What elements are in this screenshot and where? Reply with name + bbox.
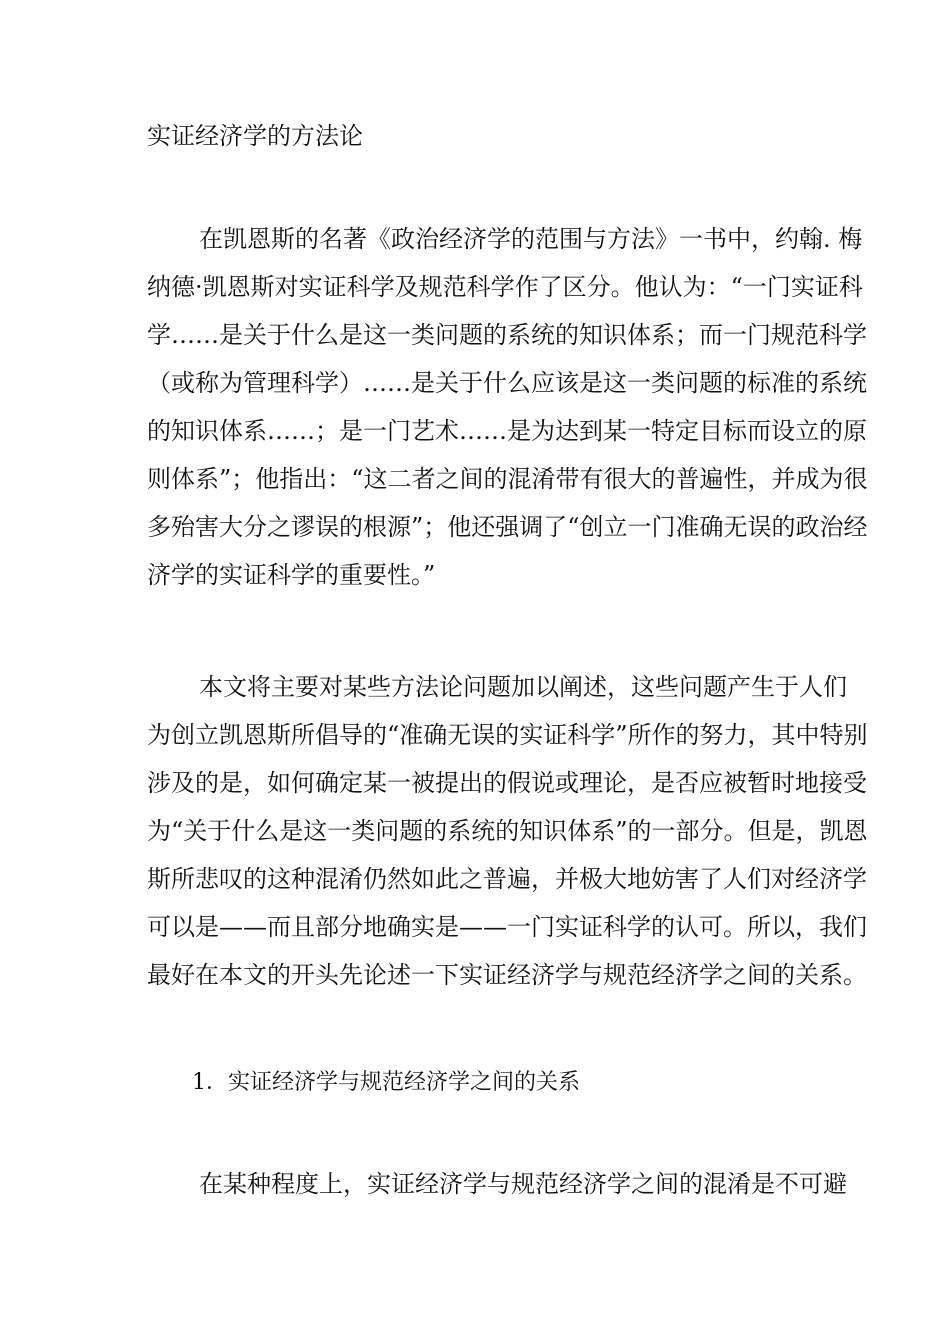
paragraph-line: （或称为管理科学）……是关于什么应该是这一类问题的标准的系统 [147,369,867,397]
document-title: 实证经济学的方法论 [147,122,363,150]
paragraph-line: 在某种程度上，实证经济学与规范经济学之间的混淆是不可避 [199,1170,847,1198]
section-heading: 1．实证经济学与规范经济学之间的关系 [192,1070,580,1095]
paragraph-line: 多殆害大分之谬误的根源”；他还强调了“创立一门准确无误的政治经 [147,513,868,541]
paragraph-line: 济学的实证科学的重要性。” [147,561,436,589]
paragraph-line: 本文将主要对某些方法论问题加以阐述，这些问题产生于人们 [199,673,847,701]
paragraph-line: 为“关于什么是这一类问题的系统的知识体系”的一部分。但是，凯恩 [147,817,868,845]
paragraph-line: 可以是——而且部分地确实是——一门实证科学的认可。所以，我们 [147,913,867,941]
paragraph-line: 则体系”；他指出：“这二者之间的混淆带有很大的普遍性，并成为很 [147,465,868,493]
paragraph-line: 最好在本文的开头先论述一下实证经济学与规范经济学之间的关系。 [147,961,867,989]
paragraph-line: 纳德·凯恩斯对实证科学及规范科学作了区分。他认为：“一门实证科 [147,273,863,301]
paragraph-line: 的知识体系……；是一门艺术……是为达到某一特定目标而设立的原 [147,417,867,445]
paragraph-line: 为创立凯恩斯所倡导的“准确无误的实证科学”所作的努力，其中特别 [147,721,868,749]
paragraph-line: 斯所悲叹的这种混淆仍然如此之普遍，并极大地妨害了人们对经济学 [147,865,867,893]
paragraph-3 [147,1160,847,1208]
paragraph-line: 学……是关于什么是这一类问题的系统的知识体系；而一门规范科学 [147,321,867,349]
paragraph-2 [147,663,868,999]
paragraph-line: 涉及的是，如何确定某一被提出的假说或理论，是否应被暂时地接受 [147,769,867,797]
paragraph-1 [147,215,868,599]
paragraph-line: 在凯恩斯的名著《政治经济学的范围与方法》一书中，约翰. 梅 [199,225,863,253]
